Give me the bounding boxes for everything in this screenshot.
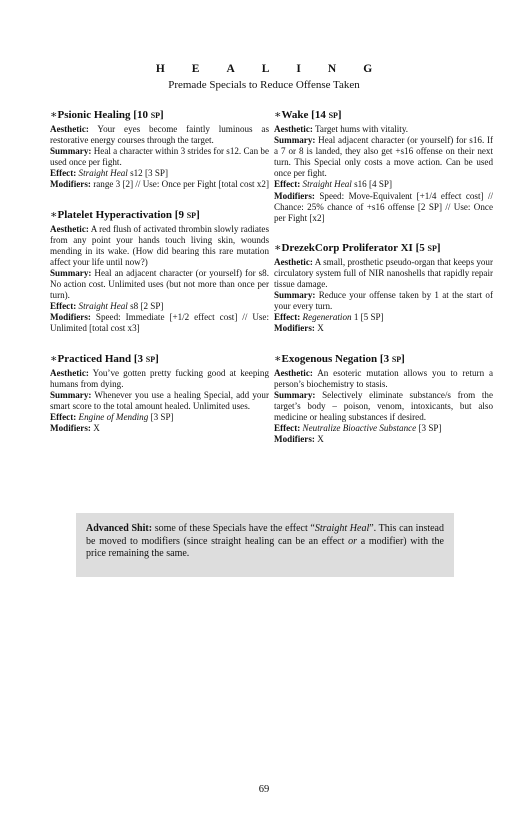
note-lead: Advanced Shit:: [86, 523, 153, 534]
effect-name: Engine of Mending: [78, 411, 149, 422]
summary-line: [50, 146, 269, 168]
aesthetic-label: Aesthetic:: [274, 367, 313, 378]
modifiers-text: X: [93, 422, 100, 433]
page-number: 69: [258, 784, 270, 795]
asterisk-icon: ∗: [274, 241, 282, 254]
special-cost-unit: SP: [427, 243, 437, 253]
effect-line: [50, 412, 269, 423]
effect-label: Effect:: [50, 301, 77, 312]
page-title: HEALING: [155, 63, 400, 75]
special-entry: [50, 208, 269, 335]
special-heading: ∗Platelet Hyperactivation [9 SP]: [50, 208, 200, 221]
effect-value: [3 SP]: [150, 411, 174, 422]
special-name: Platelet Hyperactivation: [57, 208, 173, 221]
special-heading: ∗Wake [14 SP]: [274, 109, 342, 121]
modifiers-line: [274, 191, 493, 224]
left-column: [50, 108, 269, 451]
special-name: Practiced Hand: [57, 352, 132, 365]
advanced-note-box: [76, 513, 454, 577]
special-cost-unit: SP: [328, 111, 338, 120]
aesthetic-text: A small, prosthetic pseudo-organ that keeps your circulatory system full of NIR nanoshells that rapidly repair tissue damage.: [274, 256, 493, 290]
special-heading: ∗Practiced Hand [3 SP]: [50, 352, 159, 365]
summary-line: [274, 135, 493, 179]
aesthetic-text: You’ve gotten pretty fucking good at keeping humans from dying.: [50, 367, 269, 389]
special-name: Psionic Healing: [57, 109, 131, 121]
modifiers-line: [50, 312, 269, 334]
summary-label: Summary:: [274, 290, 316, 301]
effect-name: Regeneration: [302, 312, 352, 323]
modifiers-line: [50, 423, 269, 434]
aesthetic-line: [50, 224, 269, 268]
effect-name: Straight Heal: [302, 179, 352, 190]
modifiers-line: [274, 434, 493, 445]
special-cost: 9: [178, 208, 184, 221]
effect-name: Neutralize Bioactive Substance: [302, 422, 417, 433]
special-cost: 3: [383, 352, 390, 365]
special-entry: [50, 352, 269, 435]
asterisk-icon: ∗: [274, 109, 282, 121]
summary-text: Heal adjacent character (or yourself) for s16. If a 7 or 8 is landed, they also get +s16 offense on their next turn. This Special only costs a move action. Can be used once per fight.: [274, 135, 493, 179]
special-name: DrezekCorp Proliferator XI: [281, 241, 413, 254]
summary-label: Summary:: [274, 389, 316, 400]
aesthetic-line: [274, 124, 493, 135]
effect-value: 1 [5 SP]: [353, 312, 384, 323]
page-header: [0, 62, 528, 92]
summary-text: Heal a character within 3 strides for s12. Can be used once per fight.: [50, 146, 269, 168]
aesthetic-label: Aesthetic:: [274, 256, 313, 267]
special-cost-unit: SP: [150, 111, 161, 120]
summary-line: [50, 268, 269, 301]
effect-value: [3 SP]: [418, 422, 442, 433]
special-heading: ∗DrezekCorp Proliferator XI [5 SP]: [274, 241, 441, 254]
modifiers-label: Modifiers:: [50, 179, 91, 190]
modifiers-label: Modifiers:: [50, 312, 91, 323]
special-cost: 10: [136, 109, 148, 121]
effect-line: [50, 168, 269, 179]
special-cost-unit: SP: [145, 354, 156, 364]
special-cost: 3: [137, 352, 144, 365]
effect-line: [50, 301, 269, 312]
asterisk-icon: ∗: [50, 352, 58, 365]
modifiers-label: Modifiers:: [274, 434, 315, 445]
special-name: Exogenous Negation: [281, 352, 378, 365]
summary-label: Summary:: [50, 267, 92, 278]
asterisk-icon: ∗: [50, 208, 58, 221]
aesthetic-text: An esoteric mutation allows you to return a person’s biochemistry to stasis.: [274, 367, 493, 389]
summary-line: [274, 390, 493, 423]
modifiers-label: Modifiers:: [50, 422, 91, 433]
special-heading: ∗Psionic Healing [10 SP]: [50, 109, 164, 121]
effect-name: Straight Heal: [78, 301, 128, 312]
aesthetic-line: [274, 257, 493, 290]
asterisk-icon: ∗: [50, 109, 58, 121]
special-cost-unit: SP: [186, 210, 197, 220]
modifiers-line: [50, 179, 269, 190]
modifiers-line: [274, 323, 493, 334]
modifiers-text: Speed: Move-Equivalent [+1/4 effect cost] // Chance: 25% chance of +s16 offense [2 SP] // Use: Once per Fight [x2]: [274, 190, 493, 223]
effect-label: Effect:: [274, 179, 301, 190]
modifiers-text: Speed: Immediate [+1/2 effect cost] // Use: Unlimited [total cost x3]: [50, 312, 269, 334]
effect-line: [274, 423, 493, 434]
special-cost: 14: [314, 109, 326, 121]
modifiers-label: Modifiers:: [274, 323, 315, 334]
effect-label: Effect:: [50, 411, 77, 422]
modifiers-text: range 3 [2] // Use: Once per Fight [total cost x2]: [93, 179, 269, 190]
note-text-1: some of these Specials have the effect “: [152, 523, 315, 534]
special-name: Wake: [281, 109, 309, 121]
aesthetic-line: [50, 124, 269, 146]
aesthetic-label: Aesthetic:: [50, 124, 89, 134]
aesthetic-text: Target hums with vitality.: [315, 124, 409, 134]
page-subtitle: Premade Specials to Reduce Offense Taken: [168, 79, 360, 91]
aesthetic-label: Aesthetic:: [274, 124, 313, 134]
effect-value: s16 [4 SP]: [354, 179, 392, 190]
effect-label: Effect:: [274, 422, 301, 433]
effect-value: s12 [3 SP]: [130, 168, 168, 179]
summary-label: Summary:: [50, 146, 92, 157]
summary-text: Heal an adjacent character (or yourself) for s8. No action cost. Unlimited uses (but not more than once per turn).: [50, 267, 269, 301]
summary-text: Selectively eliminate substance/s from the target’s body – poison, venom, intoxicants, but also medicine or healing substances if desired.: [274, 389, 493, 422]
effect-label: Effect:: [274, 312, 301, 323]
summary-text: Reduce your offense taken by 1 at the start of your every turn.: [274, 290, 493, 312]
effect-value: s8 [2 SP]: [130, 301, 164, 312]
summary-line: [274, 290, 493, 312]
effect-label: Effect:: [50, 168, 77, 179]
modifiers-text: X: [317, 323, 324, 334]
note-text-2: ”. This can instead be moved to modifiers (since straight healing can be an effect: [86, 523, 444, 547]
special-entry: [50, 108, 269, 191]
special-cost: 5: [419, 241, 425, 254]
aesthetic-text: Your eyes become faintly luminous as restorative energy courses through the target.: [50, 124, 270, 146]
asterisk-icon: ∗: [274, 352, 282, 365]
summary-label: Summary:: [274, 135, 316, 146]
summary-label: Summary:: [50, 389, 92, 400]
special-entry: [274, 352, 493, 446]
special-entry: [274, 108, 493, 224]
modifiers-label: Modifiers:: [274, 190, 315, 201]
special-cost-unit: SP: [391, 354, 402, 364]
modifiers-text: X: [317, 434, 324, 445]
note-italic-1: Straight Heal: [314, 523, 370, 534]
special-heading: ∗Exogenous Negation [3 SP]: [274, 352, 405, 365]
note-italic-2: or: [348, 535, 357, 547]
summary-line: [50, 390, 269, 412]
aesthetic-label: Aesthetic:: [50, 223, 89, 234]
summary-text: Whenever you use a healing Special, add your smart score to the total amount healed. Unlimited uses.: [50, 389, 270, 411]
right-column: [274, 108, 493, 462]
special-entry: [274, 241, 493, 335]
effect-line: [274, 312, 493, 323]
note-text-3: a modifier) with the price remaining the same.: [86, 535, 444, 559]
effect-name: Straight Heal: [78, 168, 128, 179]
aesthetic-text: A red flush of activated thrombin slowly radiates from any point your hands touch living skin, wounds mending in its wake. (How did bearing this rare mutation affect your life until now?): [50, 223, 269, 267]
aesthetic-label: Aesthetic:: [50, 367, 89, 378]
effect-line: [274, 179, 493, 190]
aesthetic-line: [50, 368, 269, 390]
aesthetic-line: [274, 368, 493, 390]
